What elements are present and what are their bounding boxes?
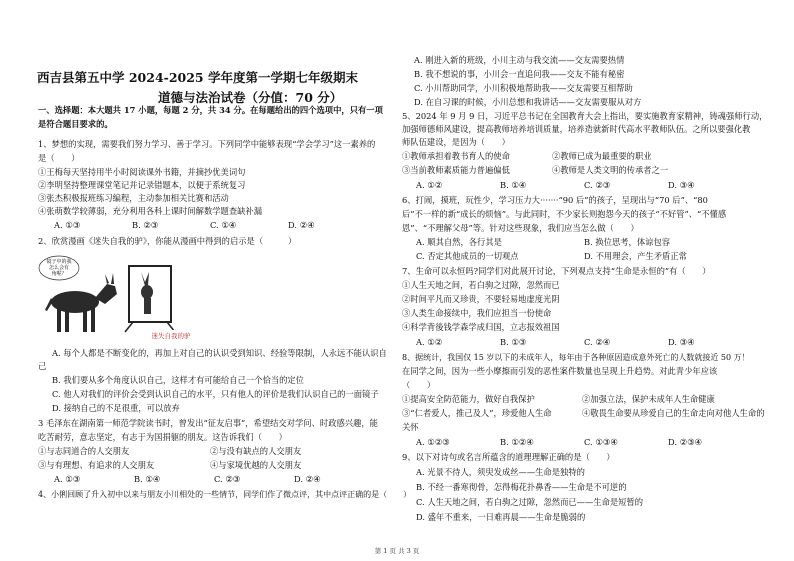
q4-option-a[interactable]: A. 刚进入新的班级，小川主动与我交流——交友需要热情 xyxy=(414,55,625,65)
q5-options xyxy=(416,180,695,191)
q7-option-d[interactable]: D. ③④ xyxy=(668,337,695,347)
q8-option-d[interactable]: D. ②③④ xyxy=(668,437,702,447)
q8-item: ②加强立法，保护未成年人生命健康 xyxy=(582,394,715,404)
q2-option-a[interactable]: A. 每个人都是不断变化的，再加上对自己的认识受到知识、经验等限制，人永远不能认识自 xyxy=(52,348,387,358)
q5-stem-cont: 加强师德师风建设，提高教师培养培训质量，培养造就新时代高水平教师队伍。之所以要强化教 xyxy=(402,124,751,134)
q5-item: ②教师已成为最重要的职业 xyxy=(552,151,652,161)
q5-stem-cont: 师队伍建设，是因为（ ） xyxy=(402,137,510,147)
q4-stem: 4、小俐回顾了升入初中以来与朋友小川相处的一些情节，同学们作了微点评，其中点评正确的是（ ） xyxy=(38,490,412,499)
q7-item: ③人类生命接续中，我们应担当一份使命 xyxy=(402,308,552,318)
q1-stem: 1、梦想的实现，需要我们努力学习、善于学习。下列同学中能够表现“学会学习”这一素养的 xyxy=(38,139,376,149)
q1-item: ②李明坚持整理课堂笔记并记录错题本，以便于系统复习 xyxy=(38,180,246,190)
q8-item: ①提高安全防范能力，做好自我保护 xyxy=(402,394,535,404)
q1-option-d[interactable]: D. ②④ xyxy=(288,220,315,230)
q1-item: ④张萌数学较薄弱，充分利用各科上课时间解数学题查缺补漏 xyxy=(38,206,263,216)
q2-stem: 2、欣赏漫画《迷失自我的驴》，你能从漫画中得到的启示是（ ） xyxy=(38,236,297,246)
q9-stem: 9、以下对诗句或名言所蕴含的道理理解正确的是（ ） xyxy=(402,452,615,462)
q5-items-row2 xyxy=(402,165,668,176)
q7-item: ④科学背後钱学森学成归国，立志报效祖国 xyxy=(402,322,560,332)
q2-option-c[interactable]: C. 他人对我们的评价会受到认识自己的水平，只有他人的评价是我们认识自己的一面镜子 xyxy=(52,389,379,399)
q3-item: ①与志同道合的人交朋友 xyxy=(38,446,130,456)
q7-options xyxy=(416,337,695,348)
cartoon-caption: 迷失自我的驴 xyxy=(151,332,191,340)
q5-option-c[interactable]: C. ②③ xyxy=(584,180,611,190)
bubble-text-line2: 怎么会有 xyxy=(48,265,70,271)
q2-option-b[interactable]: B. 我们要从多个角度认识自己，这样才有可能给自己一个恰当的定位 xyxy=(52,375,304,385)
q4-option-c[interactable]: C. 小川帮助同学，小川积极地帮助我——交友需要互相帮助 xyxy=(414,83,633,93)
q3-items-row1 xyxy=(38,446,301,457)
q1-option-b[interactable]: B. ②③ xyxy=(132,220,159,230)
q8-item-cont: 关怀 xyxy=(402,422,419,432)
bubble-text-line3: 角呢？ xyxy=(51,271,67,277)
q8-item: ④敬畏生命要从珍爱自己的生命走向对他人生命的 xyxy=(582,408,765,418)
q7-option-c[interactable]: C. ②④ xyxy=(584,337,611,347)
q6-options-row2 xyxy=(416,251,687,262)
q1-stem-cont: 是（ ） xyxy=(38,153,80,163)
section-heading-cont: 是符合题目要求的。 xyxy=(38,119,113,129)
q8-option-c[interactable]: C. ①③④ xyxy=(584,437,618,447)
q6-option-b[interactable]: B. 换位思考，体谅包容 xyxy=(584,237,671,247)
q7-option-a[interactable]: A. ①② xyxy=(416,337,443,347)
q6-stem: 6、打闹，摸班，玩性少，学习压力大·······“90 后”的孩子，呈现出与“70 后”、“80 xyxy=(402,195,708,205)
q8-option-a[interactable]: A. ①②③ xyxy=(416,437,450,447)
q1-item: ①王梅每天坚持用半小时阅读课外书籍，并摘抄优美词句 xyxy=(38,167,246,177)
q6-option-a[interactable]: A. 顺其自然，各行其是 xyxy=(416,237,502,247)
q1-option-c[interactable]: C. ①④ xyxy=(210,220,237,230)
section-heading: 一、选择题：本大题共 17 小题，每题 2 分，共 34 分。在每题给出的四个选项中，只有一项 xyxy=(38,105,383,115)
q8-item: ③“仁者爱人，推己及人”，珍爱他人生命 xyxy=(402,408,552,418)
q9-option-c[interactable]: C. 人生天地之间，若白驹之过隙，忽然而已——生命是短暂的 xyxy=(416,497,644,507)
q3-item: ④与家境优越的人交朋友 xyxy=(210,460,302,470)
q9-option-d[interactable]: D. 盛年不重来，一日难再晨——生命是脆弱的 xyxy=(416,512,586,522)
q7-stem: 7、生命可以永恒吗?同学们对此展开讨论，下列观点支持“生命是永恒的”有（ ） xyxy=(402,266,711,276)
q5-item: ①教师承担着教书育人的使命 xyxy=(402,151,510,161)
q9-option-a[interactable]: A. 光景不待人，须臾发成丝——生命是独特的 xyxy=(416,467,585,477)
q5-item: ③当前教师素质能力普遍偏低 xyxy=(402,165,510,175)
q1-options xyxy=(54,220,315,231)
q8-items-row1 xyxy=(402,394,715,405)
donkey-figure xyxy=(45,273,117,332)
q3-option-c[interactable]: C. ②③ xyxy=(214,474,241,484)
q8-stem: 8、据统计，我国仅 15 岁以下的未成年人，每年由于各种原因造成意外死亡的人数就接近 50 万！ xyxy=(402,353,750,362)
q3-item: ③与有理想、有追求的人交朋友 xyxy=(38,460,155,470)
q5-item: ④教师是人类文明的传承者之一 xyxy=(552,165,669,175)
q3-option-b[interactable]: B. ①④ xyxy=(134,474,161,484)
q6-stem-cont: 恩”、“不理解父母”等。针对这些现象，我们应当怎么做（ ） xyxy=(402,223,639,233)
q6-option-d[interactable]: D. 不用理会，产生矛盾正常 xyxy=(584,251,687,261)
q9-option-b[interactable]: B. 不经一番寒彻骨，怎得梅花扑鼻香——生命是不可逆的 xyxy=(416,482,627,492)
q6-option-c[interactable]: C. 否定其他成员的一切观点 xyxy=(416,251,519,261)
q3-item: ②与没有缺点的人交朋友 xyxy=(210,446,302,456)
q3-stem-cont: 吃苦耐劳，意志坚定，有志于为国捐躯的朋友。这告诉我们（ ） xyxy=(38,432,287,442)
q5-option-a[interactable]: A. ①② xyxy=(416,180,443,190)
q5-stem: 5、2024 年 9 月 9 日，习近平总书记在全国教育大会上指出，要实施教育家精神，铸魂强师行动， xyxy=(402,111,768,121)
q3-items-row2 xyxy=(38,460,301,471)
q2-option-a-cont: 己 xyxy=(38,361,47,371)
q7-item: ①人生天地之间，若白驹之过隙，忽然而已 xyxy=(402,280,560,290)
q3-stem: 3 毛泽东在湖南第一师范学院读书时，曾发出“征友启事”，希望结交对学问、时政感兴趣，能 xyxy=(38,418,378,428)
q2-option-d[interactable]: D. 接纳自己的不足很重，可以放弃 xyxy=(52,403,180,413)
q4-option-d[interactable]: D. 在自习课的时候，小川总想和我讲话——交友需要服从对方 xyxy=(414,97,642,107)
q5-option-d[interactable]: D. ③④ xyxy=(668,180,695,190)
exam-title-line1: 西吉县第五中学 2024-2025 学年度第一学期七年级期末 xyxy=(37,70,358,85)
q7-item: ②时间平凡而又珍贵，不要轻易地虚度光阴 xyxy=(402,294,560,304)
q6-stem-cont: 后”不一样的新“成长的烦恼”。与此同时，不少家长则抱怨今天的孩子“不好管”、“不懂感 xyxy=(402,209,727,219)
q5-option-b[interactable]: B. ①④ xyxy=(500,180,527,190)
donkey-cartoon-image xyxy=(37,254,202,342)
q8-options xyxy=(416,437,702,448)
q8-option-b[interactable]: B. ①②④ xyxy=(500,437,534,447)
q1-option-a[interactable]: A. ①③ xyxy=(54,220,81,230)
q3-options xyxy=(54,474,321,485)
q8-stem-cont: （ ） xyxy=(402,380,436,390)
q5-items-row1 xyxy=(402,151,652,162)
q4-option-b[interactable]: B. 我不想说的事，小川会一直追问我——交友不能有秘密 xyxy=(414,69,625,79)
q3-option-d[interactable]: D. ②④ xyxy=(294,474,321,484)
q3-option-a[interactable]: A. ①③ xyxy=(54,474,81,484)
q7-option-b[interactable]: B. ①③ xyxy=(500,337,527,347)
q8-stem-cont: 在同学之间，因为一些小摩擦而引发的恶性案件数量也呈现上升趋势。对此青少年应该 xyxy=(402,366,718,376)
page-number: 第 1 页 共 3 页 xyxy=(374,547,420,555)
q8-items-row2 xyxy=(402,408,765,419)
bubble-text-line1: 镜子中的我 xyxy=(46,259,72,265)
q6-options-row1 xyxy=(416,237,670,248)
exam-title-line2: 道德与法治试卷（分值：70 分） xyxy=(158,90,343,105)
q1-item: ③张杰积极报班练习编程，主动参加相关比赛和活动 xyxy=(38,193,229,203)
